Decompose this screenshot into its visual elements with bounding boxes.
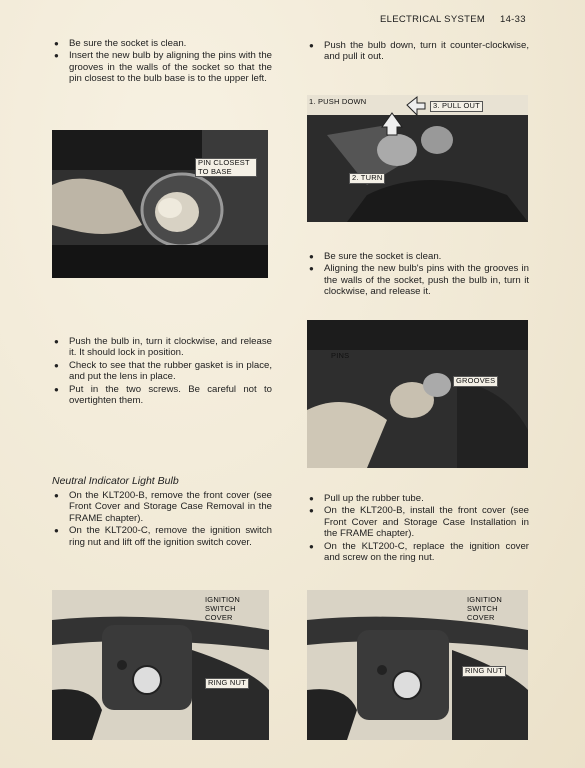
bullet-item: ● On the KLT200-B, install the front cover (see Front Cover and Storage Case Installation in the FRAME chapter).	[307, 505, 529, 539]
bullet-item: ● On the KLT200-C, replace the ignition cover and screw on the ring nut.	[307, 541, 529, 564]
bullet-item: ● Be sure the socket is clean.	[307, 251, 529, 262]
label-turn: 2. TURN	[349, 173, 385, 184]
label-line: IGNITION	[467, 595, 502, 604]
bullet-item: ● Push the bulb down, turn it counter-clockwise, and pull it out.	[307, 40, 529, 63]
bullet-item: ● Pull up the rubber tube.	[307, 493, 529, 504]
bullet-item: ● Be sure the socket is clean.	[52, 38, 272, 49]
bullet-item: ● On the KLT200-B, remove the front cover (see Front Cover and Storage Case Removal in the FRAME chapter).	[52, 490, 272, 524]
top-right-text	[307, 40, 529, 64]
page-header	[380, 14, 570, 25]
photo-illustration	[307, 320, 528, 468]
label-pull-out: 3. PULL OUT	[430, 101, 483, 112]
top-left-text	[52, 38, 272, 86]
photo-bulb-socket	[52, 130, 268, 278]
bullet-item: ● Push the bulb in, turn it clockwise, and release it. It should lock in position.	[52, 336, 272, 359]
label-pin-closest: PIN CLOSEST TO BASE	[195, 158, 257, 177]
photo-ignition-switch-c	[307, 590, 528, 740]
section-heading: Neutral Indicator Light Bulb	[52, 475, 179, 487]
photo-ignition-switch-b	[52, 590, 269, 740]
bullet-item: ● Insert the new bulb by aligning the pins with the grooves in the walls of the socket so that the pin closest to the bulb base is to the upper left.	[52, 50, 272, 84]
bottom-right-text	[307, 493, 529, 564]
label-push-down: 1. PUSH DOWN	[309, 97, 367, 106]
bullet-item: ● On the KLT200-C, remove the ignition switch ring nut and lift off the ignition switch cover.	[52, 525, 272, 548]
label-line: SWITCH	[205, 604, 236, 613]
label-pins: PINS	[331, 351, 350, 360]
label-ignition-switch-cover	[467, 595, 502, 622]
page-number: 14-33	[500, 14, 526, 25]
label-ignition-switch-cover	[205, 595, 240, 622]
mid-right-text	[307, 251, 529, 299]
photo-illustration	[52, 130, 268, 278]
bullet-item: ● Check to see that the rubber gasket is in place, and put the lens in place.	[52, 360, 272, 383]
bullet-item: ● Aligning the new bulb's pins with the grooves in the walls of the socket, push the bulb in, turn it clockwise, and release it.	[307, 263, 529, 297]
section-title: ELECTRICAL SYSTEM	[380, 14, 486, 25]
bullet-item: ● Put in the two screws. Be careful not to overtighten them.	[52, 384, 272, 407]
label-grooves: GROOVES	[453, 376, 498, 387]
label-ring-nut: RING NUT	[205, 678, 249, 689]
photo-bulb-removal	[307, 95, 528, 222]
label-line: COVER	[205, 613, 233, 622]
label-line: SWITCH	[467, 604, 498, 613]
photo-illustration	[307, 95, 528, 222]
neutral-section-text	[52, 490, 272, 549]
label-line: COVER	[467, 613, 495, 622]
mid-left-text	[52, 336, 272, 407]
label-ring-nut: RING NUT	[462, 666, 506, 677]
label-line: IGNITION	[205, 595, 240, 604]
photo-bulb-installation	[307, 320, 528, 468]
